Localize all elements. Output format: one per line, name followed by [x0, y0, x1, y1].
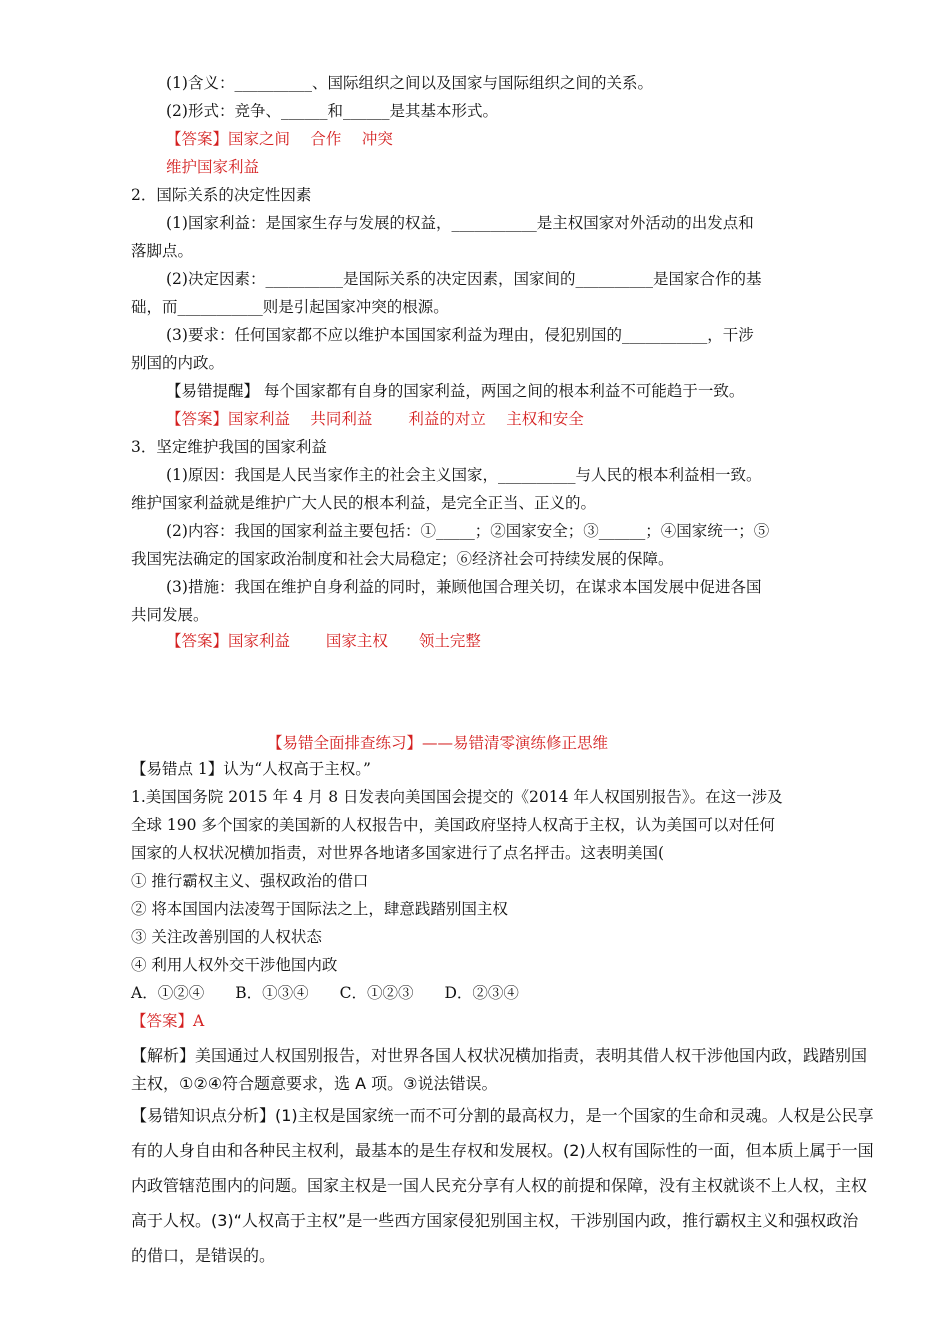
s3-p3-line1: (3)措施：我国在维护自身利益的同时，兼顾他国合理关切，在谋求本国发展中促进各国 — [166, 578, 762, 596]
analysis-line2: 主权，①②④符合题意要求，选 A 项。③说法错误。 — [131, 1074, 498, 1093]
answer-3: 【答案】国家利益 国家主权 领土完整 — [166, 632, 481, 650]
option-1: ① 推行霸权主义、强权政治的借口 — [131, 872, 369, 890]
answer-2: 【答案】国家利益 共同利益 利益的对立 主权和安全 — [166, 410, 584, 428]
s2-p2-line1: (2)决定因素：__________是国际关系的决定因素，国家间的__________是国家合作的基 — [166, 270, 762, 288]
s2-p3-line1: (3)要求：任何国家都不应以维护本国国家利益为理由，侵犯别国的___________，干涉 — [166, 326, 754, 344]
heading-2: 2．国际关系的决定性因素 — [131, 186, 312, 204]
s2-p1-line1: (1)国家利益：是国家生存与发展的权益，___________是主权国家对外活动的出发点和 — [166, 214, 754, 232]
form-line: (2)形式：竞争、______和______是其基本形式。 — [166, 102, 498, 120]
knowledge-line5: 的借口，是错误的。 — [131, 1246, 276, 1265]
knowledge-line2: 有的人身自由和各种民主权利，最基本的是生存权和发展权。(2)人权有国际性的一面，但本质上属于一国 — [131, 1141, 874, 1160]
knowledge-line4: 高于人权。(3)“人权高于主权”是一些西方国家侵犯别国主权，干涉别国内政，推行霸权主义和强权政治 — [131, 1211, 859, 1230]
s3-p1-line1: (1)原因：我国是人民当家作主的社会主义国家，__________与人民的根本利益相一致。 — [166, 466, 762, 484]
error-reminder: 【易错提醒】 每个国家都有自身的国家利益，两国之间的根本利益不可能趋于一致。 — [166, 382, 745, 400]
s2-p1-line2: 落脚点。 — [131, 242, 194, 260]
question-line3: 国家的人权状况横加指责，对世界各地诸多国家进行了点名抨击。这表明美国( — [131, 844, 665, 862]
option-4: ④ 利用人权外交干涉他国内政 — [131, 956, 338, 974]
knowledge-line3: 内政管辖范围内的问题。国家主权是一国人民充分享有人权的前提和保障，没有主权就谈不上人权，主权 — [131, 1176, 868, 1195]
analysis-line1: 【解析】美国通过人权国别报告，对世界各国人权状况横加指责，表明其借人权干涉他国内政，践踏别国 — [131, 1046, 868, 1065]
option-2: ② 将本国国内法凌驾于国际法之上，肆意践踏别国主权 — [131, 900, 508, 918]
s2-p3-line2: 别国的内政。 — [131, 354, 225, 372]
s3-p2-line1: (2)内容：我国的国家利益主要包括：①_____；②国家安全；③______；④国家统一；⑤ — [166, 522, 770, 540]
heading-3: 3．坚定维护我国的国家利益 — [131, 438, 327, 456]
s2-p2-line2: 础，而___________则是引起国家冲突的根源。 — [131, 298, 449, 316]
knowledge-line1: 【易错知识点分析】(1)主权是国家统一而不可分割的最高权力，是一个国家的生命和灵魂。人权是公民享 — [131, 1106, 874, 1125]
error-point: 【易错点 1】认为“人权高于主权。” — [131, 760, 371, 778]
question-line1: 1.美国国务院 2015 年 4 月 8 日发表向美国国会提交的《2014 年人权国别报告》。在这一涉及 — [131, 788, 783, 806]
answer-1-cont: 维护国家利益 — [166, 158, 260, 176]
practice-answer: 【答案】A — [131, 1012, 205, 1030]
s3-p1-line2: 维护国家利益就是维护广大人民的根本利益，是完全正当、正义的。 — [131, 494, 597, 512]
question-line2: 全球 190 多个国家的美国新的人权报告中，美国政府坚持人权高于主权，认为美国可以对任何 — [131, 816, 775, 834]
s3-p2-line2: 我国宪法确定的国家政治制度和社会大局稳定；⑥经济社会可持续发展的保障。 — [131, 550, 674, 568]
answer-choices: A．①②④ B．①③④ C．①②③ D．②③④ — [131, 984, 519, 1002]
option-3: ③ 关注改善别国的人权状态 — [131, 928, 322, 946]
s3-p3-line2: 共同发展。 — [131, 606, 209, 624]
meaning-line: (1)含义：__________、国际组织之间以及国家与国际组织之间的关系。 — [166, 74, 653, 92]
answer-1: 【答案】国家之间 合作 冲突 — [166, 130, 393, 148]
practice-title: 【易错全面排查练习】——易错清零演练修正思维 — [267, 734, 609, 752]
